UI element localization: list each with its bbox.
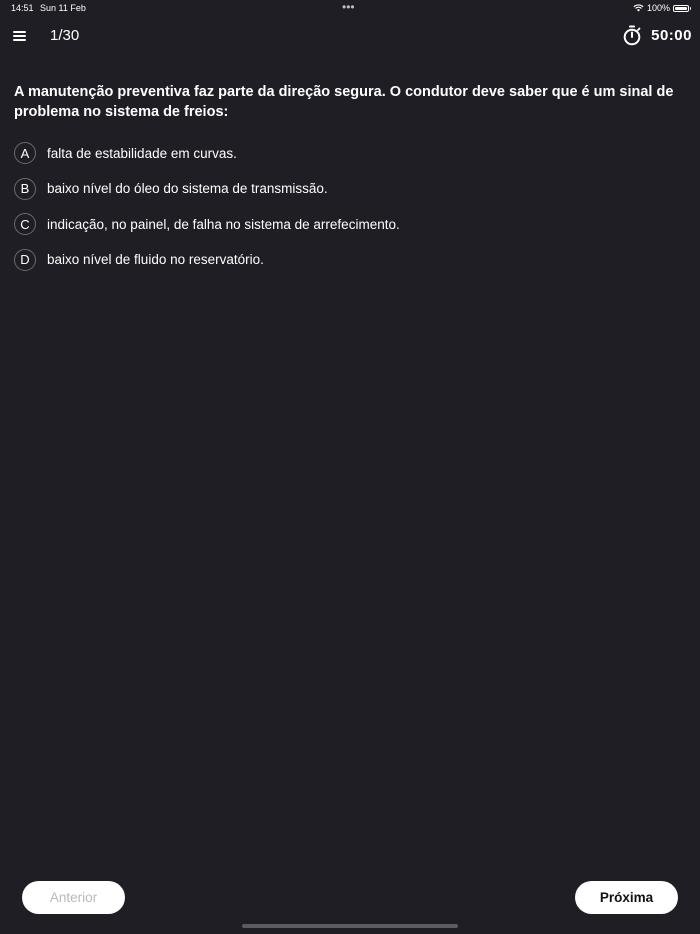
battery-percent: 100%: [646, 3, 670, 13]
option-letter: C: [14, 213, 36, 235]
wifi-icon: [633, 4, 644, 12]
battery-icon: [673, 5, 689, 12]
option-text: falta de estabilidade em curvas.: [47, 145, 237, 161]
option-a[interactable]: [14, 141, 684, 165]
hamburger-menu-icon[interactable]: [13, 31, 26, 41]
question-text: A manutenção preventiva faz parte da direção segura. O condutor deve saber que é um sinal de problema no sistema de freios:: [14, 84, 674, 120]
timer: [622, 25, 692, 46]
next-button[interactable]: Próxima: [575, 881, 678, 914]
multitasking-dots[interactable]: •••: [342, 0, 355, 14]
question-counter: 1/30: [50, 27, 80, 44]
status-date: Sun 11 Feb: [40, 3, 86, 13]
option-text: baixo nível de fluido no reservatório.: [47, 252, 264, 268]
home-indicator[interactable]: [242, 924, 458, 928]
option-c[interactable]: [14, 212, 684, 236]
option-text: indicação, no painel, de falha no sistema de arrefecimento.: [47, 216, 400, 232]
option-letter: A: [14, 142, 36, 164]
option-letter: D: [14, 249, 36, 271]
option-b[interactable]: [14, 177, 684, 201]
option-d[interactable]: [14, 248, 684, 272]
option-letter: B: [14, 178, 36, 200]
stopwatch-icon: [622, 25, 642, 46]
status-time: 14:51: [11, 3, 34, 13]
previous-button[interactable]: Anterior: [22, 881, 125, 914]
option-text: baixo nível do óleo do sistema de transmissão.: [47, 181, 328, 197]
status-indicators: [633, 3, 689, 13]
timer-value: 50:00: [651, 27, 692, 44]
status-bar: [0, 0, 700, 16]
answer-options: [14, 141, 684, 283]
